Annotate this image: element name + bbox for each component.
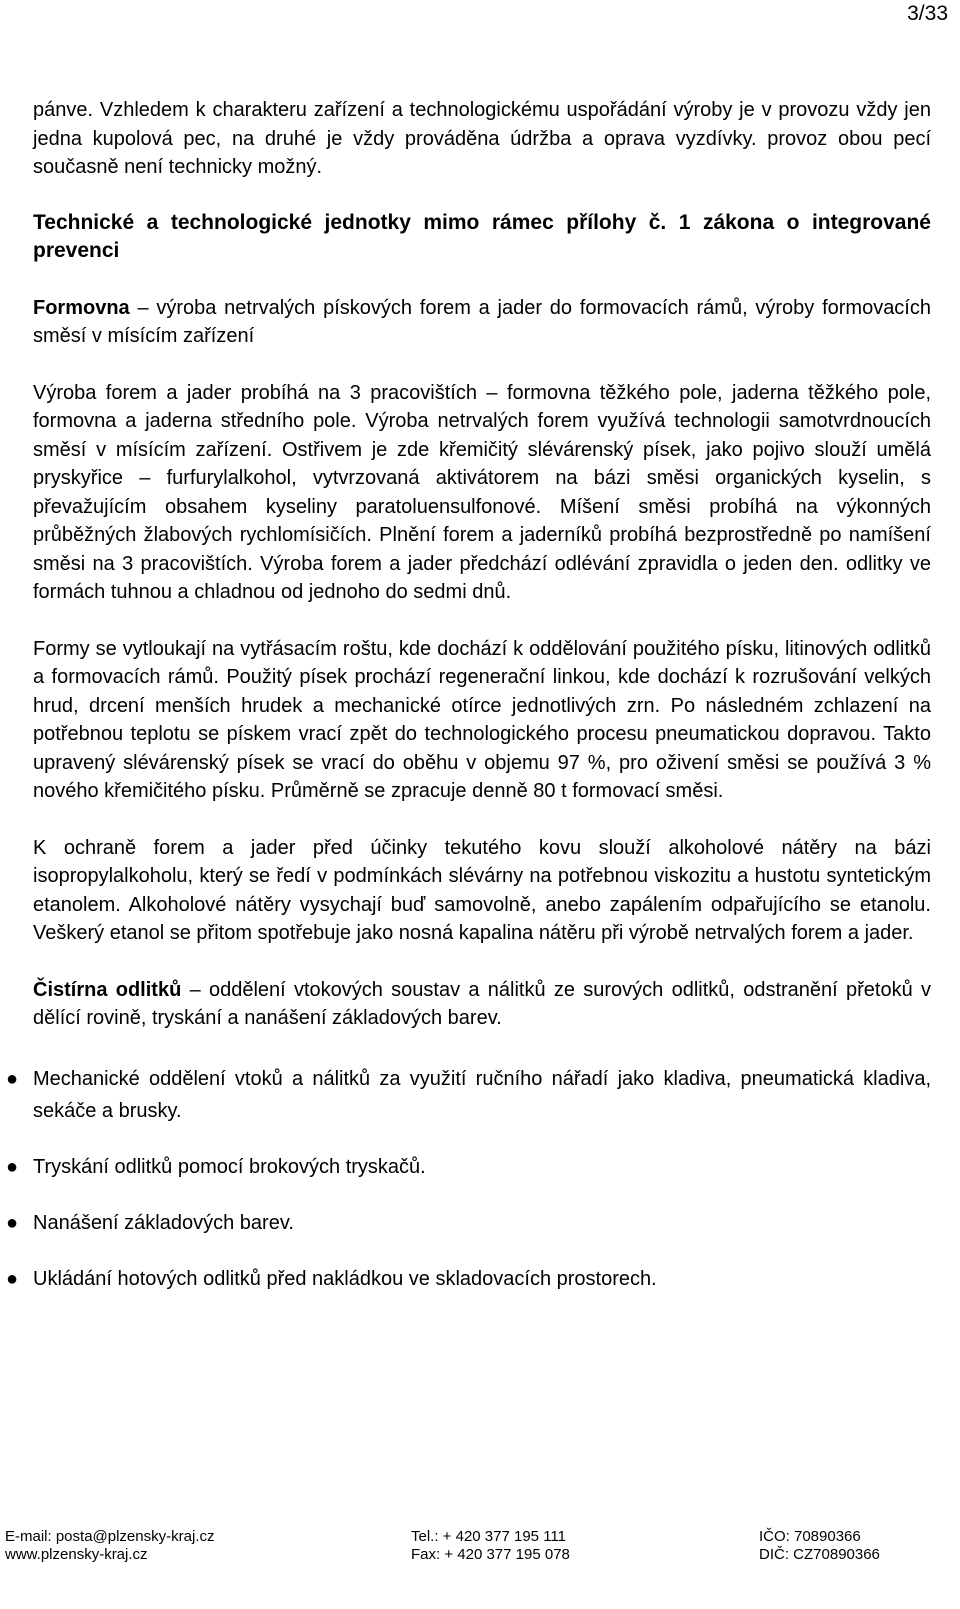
intro-paragraph: pánve. Vzhledem k charakteru zařízení a technologickému uspořádání výroby je v provozu vždy jen jedna kupolová pec, na druhé je vždy prováděna údržba a oprava vyzdívky. provoz obou pecí současně není technicky možný. — [33, 99, 931, 178]
list-item — [6, 1263, 931, 1295]
bullet-icon: ● — [6, 1267, 19, 1290]
section-heading: Technické a technologické jednotky mimo rámec přílohy č. 1 zákona o integrované prevenci — [33, 210, 931, 262]
footer-tel: Tel.: + 420 377 195 111 — [411, 1528, 566, 1545]
footer-fax: Fax: + 420 377 195 078 — [411, 1546, 570, 1563]
page-number: 3/33 — [907, 2, 948, 25]
footer-dic: DIČ: CZ70890366 — [759, 1546, 880, 1563]
list-item-text: Mechanické oddělení vtoků a nálitků za využití ručního nářadí jako kladiva, pneumatická kladiva, sekáče a brusky. — [33, 1067, 931, 1122]
formovna-text: – výroba netrvalých pískových forem a jader do formovacích rámů, výroby formovacích směsí v mísícím zařízení — [33, 296, 931, 347]
cistirna-text: – oddělení vtokových soustav a nálitků ze surových odlitků, odstranění přetoků v dělící rovině, tryskání a nanášení základových barev. — [33, 978, 931, 1029]
document-body — [6, 96, 931, 1319]
bullet-list — [6, 1063, 931, 1295]
list-item — [6, 1207, 931, 1239]
footer-phone-column — [411, 1528, 570, 1564]
list-item-text: Tryskání odlitků pomocí brokových tryskačů. — [33, 1155, 426, 1178]
footer-contact-column — [5, 1528, 214, 1564]
footer-id-column — [759, 1528, 880, 1564]
bullet-icon: ● — [6, 1155, 19, 1178]
vyroba-forem-paragraph: Výroba forem a jader probíhá na 3 pracovištích – formovna těžkého pole, jaderna těžkého pole, formovna a jaderna středního pole. Výroba netrvalých forem využívá technologii samotvrdnoucích směsí v mísícím zařízení. Ostřivem je zde křemičitý slévárenský písek, jako pojivo slouží umělá pryskyřice – furfurylalkohol, vytvrzovaná aktivátorem na bázi směsi organických kyselin, s převažujícím obsahem kyseliny paratoluensulfonové. Míšení směsi probíhá na výkonných průběžných žlabových rychlomísičích. Plnění forem a jaderníků probíhá bezprostředně po namíšení směsi na 3 pracovištích. Výroba forem a jader předchází odlévání zpravidla o jeden den. odlitky ve formách tuhnou a chladnou od jednoho do sedmi dnů. — [33, 381, 931, 603]
bullet-icon: ● — [6, 1211, 19, 1234]
bullet-icon: ● — [6, 1067, 19, 1090]
list-item — [6, 1151, 931, 1183]
footer-email: E-mail: posta@plzensky-kraj.cz — [5, 1528, 215, 1545]
formovna-label: Formovna — [33, 296, 130, 319]
formy-paragraph: Formy se vytloukají na vytřásacím roštu, kde dochází k oddělování použitého písku, litinových odlitků a formovacích rámů. Použitý písek prochází regenerační linkou, kde dochází k rozrušování velkých hrud, drcení menších hrudek a mechanické otírce jednotlivých zrn. Po následném zchlazení na potřebnou teplotu se pískem vrací zpět do technologického procesu pneumatickou dopravou. Takto upravený slévárenský písek se vrací do oběhu v objemu 97 %, pro oživení směsi se používá 3 % nového křemičitého písku. Průměrně se zpracuje denně 80 t formovací směsi. — [33, 637, 931, 802]
footer-ico: IČO: 70890366 — [759, 1528, 861, 1545]
list-item-text: Ukládání hotových odlitků před nakládkou ve skladovacích prostorech. — [33, 1267, 657, 1290]
footer-web: www.plzensky-kraj.cz — [5, 1546, 148, 1563]
cistirna-paragraph — [33, 976, 931, 1033]
formovna-paragraph — [33, 294, 931, 351]
ochrana-paragraph: K ochraně forem a jader před účinky tekutého kovu slouží alkoholové nátěry na bázi isopropylalkoholu, který se ředí v podmínkách slévárny na potřebnou viskozitu a hustotu syntetickým etanolem. Alkoholové nátěry vysychají buď samovolně, anebo zapálením odpařujícího se etanolu. Veškerý etanol se přitom spotřebuje jako nosná kapalina nátěru při výrobě netrvalých forem a jader. — [33, 836, 931, 944]
list-item-text: Nanášení základových barev. — [33, 1211, 294, 1234]
cistirna-label: Čistírna odlitků — [33, 978, 182, 1001]
list-item — [6, 1063, 931, 1127]
